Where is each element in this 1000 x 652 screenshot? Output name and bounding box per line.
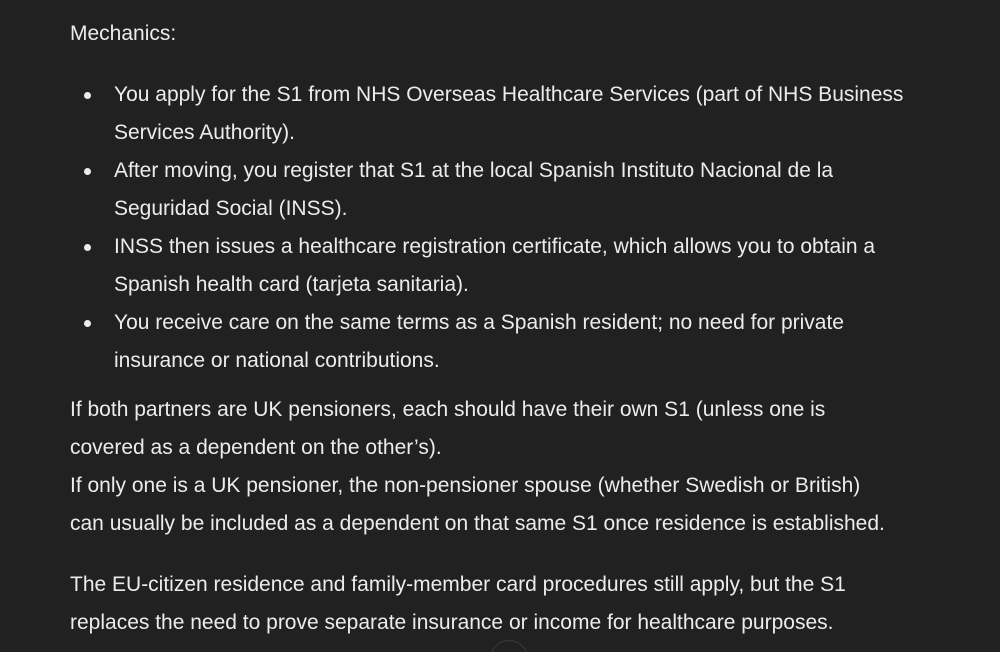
eu-citizen-paragraph [70,566,970,642]
list-item-line: Spanish health card (tarjeta sanitaria). [114,273,469,296]
list-item-line: Services Authority). [114,121,295,144]
list-item-line: You receive care on the same terms as a Spanish resident; no need for private [114,311,844,334]
bullet-icon [84,244,91,251]
paragraph-line: can usually be included as a dependent on that same S1 once residence is established. [70,512,885,535]
mechanics-heading: Mechanics: [70,22,177,45]
list-item [70,76,970,152]
list-item-line: After moving, you register that S1 at the local Spanish Instituto Nacional de la [114,159,834,182]
list-item [70,152,970,228]
bullet-icon [84,168,91,175]
bullet-icon [84,320,91,327]
pensioners-paragraph [70,391,970,543]
paragraph-line: replaces the need to prove separate insurance or income for healthcare purposes. [70,611,834,634]
mechanics-list [70,76,970,380]
paragraph-line: If only one is a UK pensioner, the non-pensioner spouse (whether Swedish or British) [70,474,861,497]
list-item [70,304,970,380]
paragraph-line: covered as a dependent on the other’s). [70,436,442,459]
list-item-line: You apply for the S1 from NHS Overseas Healthcare Services (part of NHS Business [114,83,904,106]
list-item [70,228,970,304]
paragraph-line: If both partners are UK pensioners, each should have their own S1 (unless one is [70,398,826,421]
list-item-line: insurance or national contributions. [114,349,440,372]
list-item-line: INSS then issues a healthcare registration certificate, which allows you to obtain a [114,235,876,258]
bullet-icon [84,92,91,99]
paragraph-line: The EU-citizen residence and family-member card procedures still apply, but the S1 [70,573,846,596]
list-item-line: Seguridad Social (INSS). [114,197,348,220]
assistant-message [70,15,970,642]
